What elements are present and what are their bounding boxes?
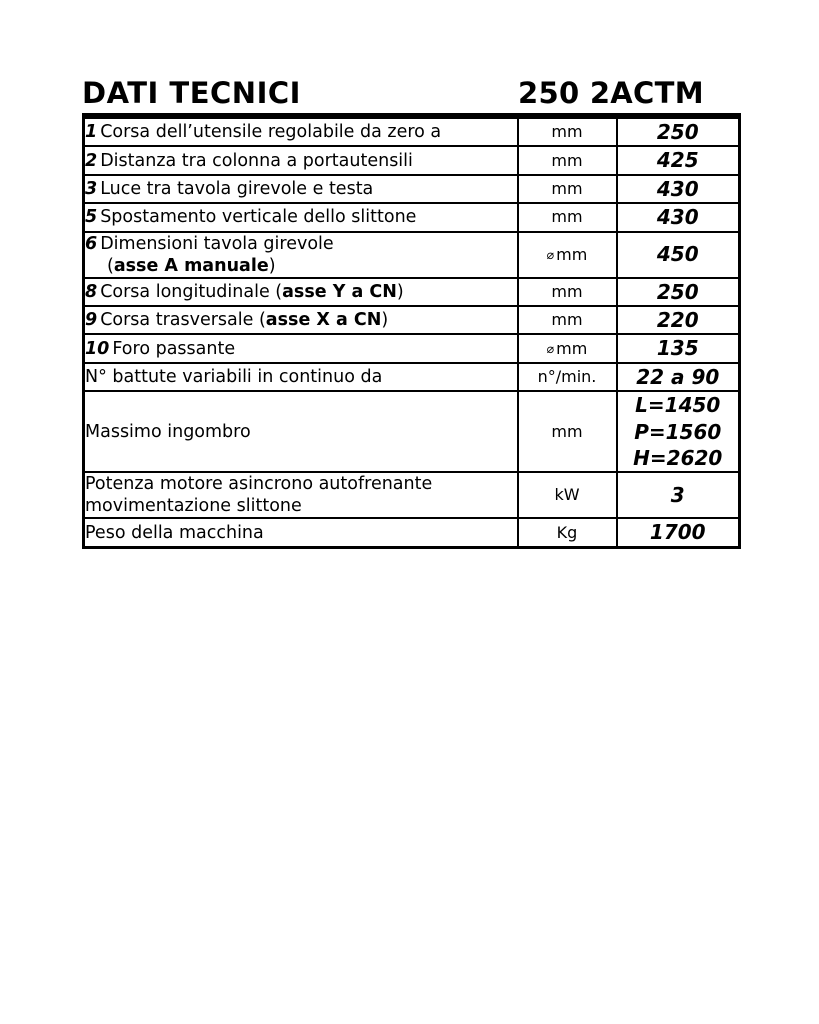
spec-description-text: Peso della macchina	[85, 522, 264, 543]
spec-unit-cell	[518, 363, 617, 391]
spec-unit-text: mm	[556, 338, 588, 358]
spec-unit-cell	[518, 306, 617, 334]
spec-unit-text: mm	[551, 150, 583, 170]
spec-description-text: Foro passante	[112, 338, 236, 359]
spec-description-text: Corsa dell’utensile regolabile da zero a	[100, 122, 442, 143]
spec-row-number: 1	[85, 122, 98, 143]
spec-unit-text: mm	[551, 122, 583, 142]
spec-unit-text: mm	[551, 207, 583, 227]
spec-value-cell	[617, 472, 740, 518]
spec-value-text: 135	[656, 336, 699, 361]
spec-row-number: 9	[85, 310, 98, 331]
diameter-icon: ⌀	[546, 340, 555, 356]
spec-value-cell	[617, 278, 740, 306]
table-row	[84, 391, 740, 472]
spec-description-text: Corsa trasversale (	[100, 310, 266, 331]
spec-description-text: Potenza motore asincrono autofrenante	[85, 474, 433, 495]
spec-value-cell	[617, 518, 740, 547]
table-row	[84, 116, 740, 146]
spec-unit-text: Kg	[556, 522, 578, 542]
sheet-header	[82, 72, 738, 108]
spec-description-text: Massimo ingombro	[85, 421, 251, 442]
spec-description-cell	[84, 306, 518, 334]
table-row	[84, 334, 740, 362]
spec-description-text: Corsa longitudinale (	[100, 281, 283, 302]
spec-description-text: Distanza tra colonna a portautensili	[100, 150, 413, 171]
spec-description-cell	[84, 203, 518, 231]
spec-unit-cell	[518, 278, 617, 306]
spec-unit-cell	[518, 232, 617, 278]
spec-row-number: 6	[85, 233, 98, 254]
spec-description-text: Luce tra tavola girevole e testa	[100, 178, 374, 199]
table-row	[84, 472, 740, 518]
diameter-icon: ⌀	[546, 246, 555, 262]
spec-unit-cell	[518, 518, 617, 547]
spec-description-cell	[84, 363, 518, 391]
spec-description-cell	[84, 278, 518, 306]
table-row	[84, 306, 740, 334]
spec-row-number: 2	[85, 150, 98, 171]
spec-description-cell	[84, 518, 518, 547]
spec-description-cell	[84, 391, 518, 472]
spec-value-text: 220	[656, 308, 699, 333]
spec-description-cell	[84, 116, 518, 146]
spec-description-text-line2: movimentazione slittone	[85, 496, 302, 517]
spec-value-cell	[617, 203, 740, 231]
spec-description-cell	[84, 175, 518, 203]
spec-unit-text: kW	[554, 485, 580, 505]
spec-unit-cell	[518, 203, 617, 231]
table-row	[84, 278, 740, 306]
technical-specifications-table	[82, 113, 741, 549]
spec-description-suffix: )	[396, 281, 404, 302]
spec-description-text: N° battute variabili in continuo da	[85, 367, 383, 387]
spec-description-emphasis: asse X a CN	[265, 310, 382, 331]
spec-unit-cell	[518, 334, 617, 362]
spec-unit-text: mm	[551, 310, 583, 330]
spec-unit-cell	[518, 146, 617, 174]
spec-unit-cell	[518, 175, 617, 203]
spec-unit-text: mm	[551, 281, 583, 301]
spec-row-number: 8	[85, 281, 98, 302]
spec-row-number: 5	[85, 207, 98, 228]
spec-description-prefix: (	[107, 255, 114, 276]
spec-description-emphasis: asse A manuale	[113, 255, 269, 276]
table-row	[84, 363, 740, 391]
spec-value-text: 425	[656, 148, 699, 173]
table-row	[84, 518, 740, 547]
spec-value-text: 3	[670, 483, 685, 508]
page-title: DATI TECNICI	[82, 76, 301, 110]
spec-value-cell	[617, 334, 740, 362]
spec-unit-text: mm	[556, 244, 588, 264]
spec-value-text: 22 a 90	[636, 364, 720, 389]
spec-description-text: Dimensioni tavola girevole	[100, 233, 334, 254]
spec-row-number: 10	[85, 338, 110, 359]
spec-unit-cell	[518, 116, 617, 146]
spec-value-cell	[617, 363, 740, 391]
spec-value-text: 250	[656, 279, 699, 304]
spec-row-number: 3	[85, 178, 98, 199]
table-row	[84, 203, 740, 231]
spec-value-text: 1700	[649, 520, 706, 545]
spec-description-emphasis: asse Y a CN	[282, 281, 397, 302]
machine-model-label: 250 2ACTM	[518, 76, 704, 110]
spec-value-cell	[617, 232, 740, 278]
spec-description-cell	[84, 472, 518, 518]
spec-value-cell	[617, 116, 740, 146]
spec-description-suffix: )	[381, 310, 389, 331]
spec-description-cell	[84, 334, 518, 362]
spec-description-text: Spostamento verticale dello slittone	[100, 207, 417, 228]
spec-value-text: 430	[656, 205, 699, 230]
spec-value-text: 430	[656, 176, 699, 201]
spec-value-cell	[617, 391, 740, 472]
spec-description-suffix: )	[268, 255, 276, 276]
spec-value-line: L=1450	[635, 393, 721, 418]
spec-description-cell	[84, 232, 518, 278]
table-row	[84, 175, 740, 203]
spec-unit-text: mm	[551, 178, 583, 198]
table-row	[84, 232, 740, 278]
spec-value-text: 450	[656, 242, 699, 267]
spec-unit-cell	[518, 472, 617, 518]
spec-value-line: P=1560	[634, 419, 722, 444]
spec-value-cell	[617, 306, 740, 334]
table-row	[84, 146, 740, 174]
spec-value-line: H=2620	[633, 446, 723, 470]
spec-unit-cell	[518, 391, 617, 472]
spec-unit-text: n°/min.	[537, 367, 597, 387]
spec-unit-text: mm	[551, 421, 583, 441]
spec-value-cell	[617, 146, 740, 174]
spec-value-text: 250	[656, 120, 699, 144]
spec-description-cell	[84, 146, 518, 174]
spec-value-cell	[617, 175, 740, 203]
